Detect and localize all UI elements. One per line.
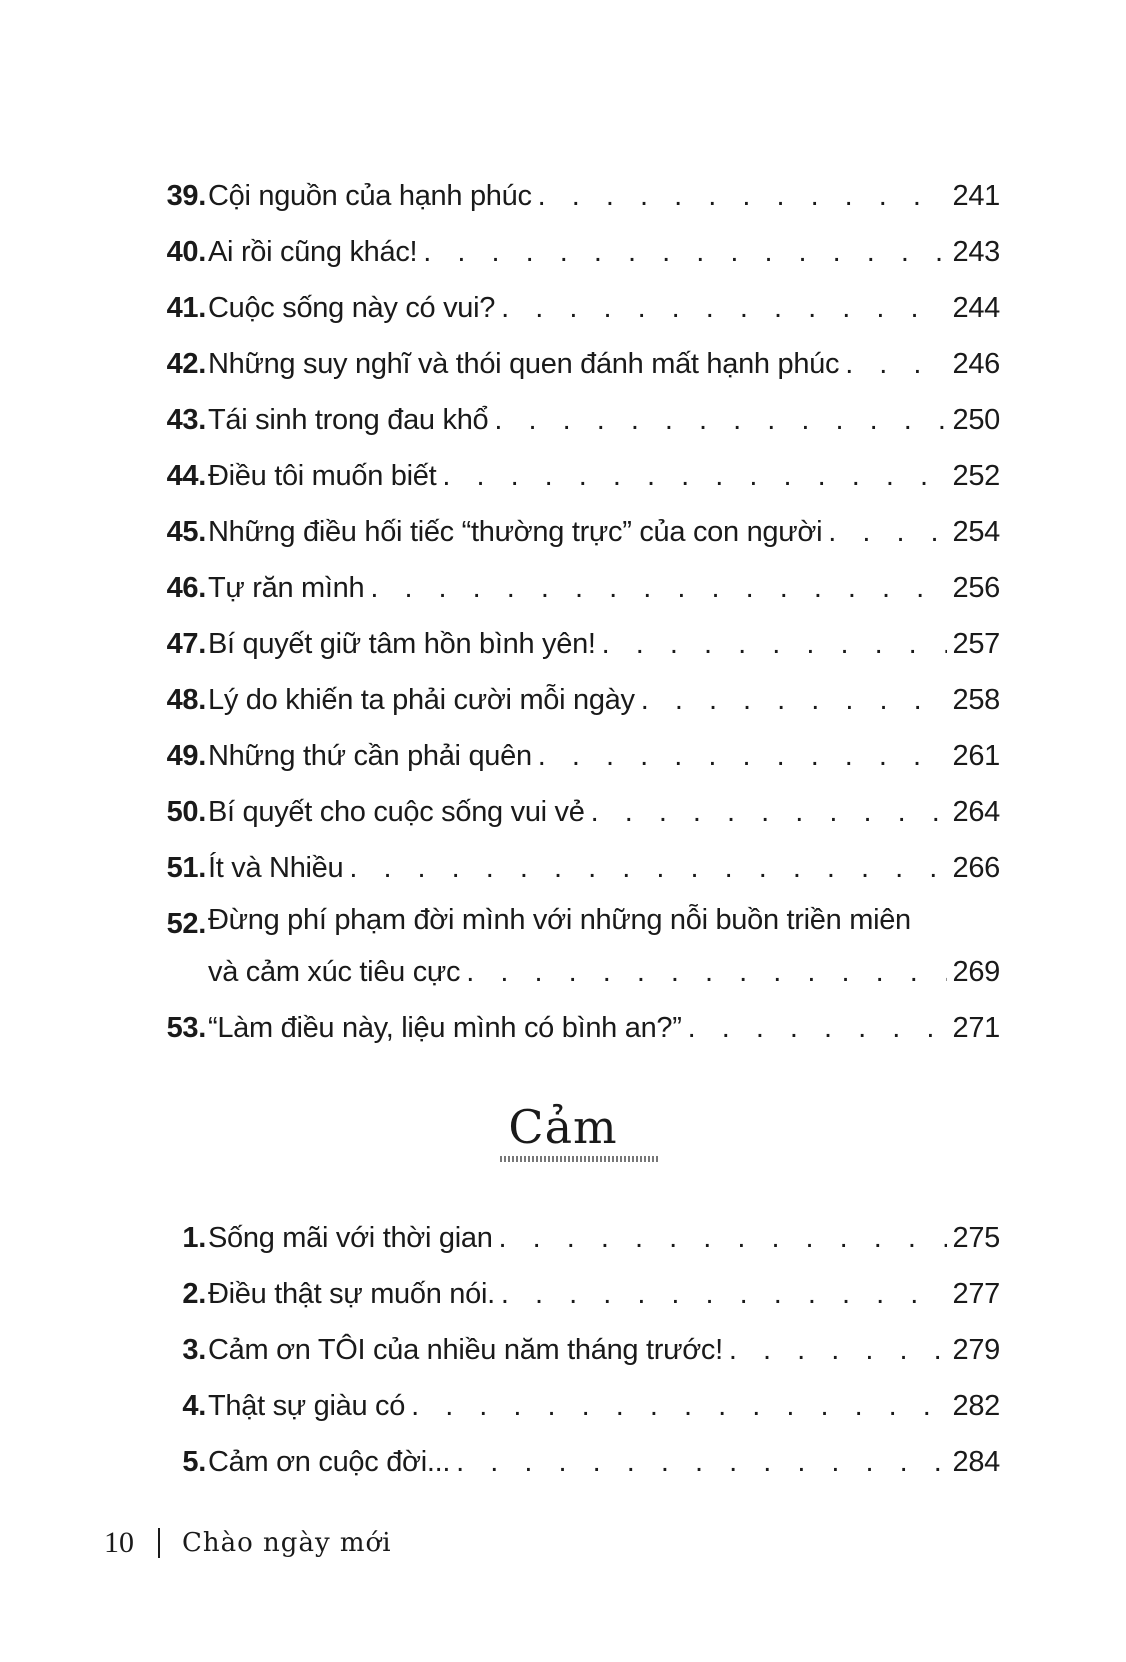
- entry-number: 48.: [166, 684, 206, 716]
- toc-entry[interactable]: [158, 448, 1000, 504]
- toc-list-part1: [158, 168, 1000, 1056]
- toc-list-part2: [158, 1210, 1000, 1490]
- toc-entry[interactable]: [158, 560, 1000, 616]
- entry-page: 279: [952, 1334, 1000, 1366]
- dot-leader: [370, 560, 946, 616]
- toc-entry[interactable]: [158, 896, 1000, 1000]
- toc-entry[interactable]: [158, 1434, 1000, 1490]
- dot-leader: [688, 1000, 947, 1056]
- entry-title: Đừng phí phạm đời mình với những nỗi buồn triền miên: [208, 904, 911, 936]
- toc-entry[interactable]: [158, 784, 1000, 840]
- dot-leader: [641, 672, 947, 728]
- entry-number: 49.: [166, 740, 206, 772]
- dot-leader: [538, 168, 947, 224]
- section-title: Cảm: [508, 1100, 618, 1154]
- entry-title: Sống mãi với thời gian: [208, 1222, 493, 1254]
- footer-book-title: Chào ngày mới: [182, 1528, 392, 1558]
- entry-number: 41.: [166, 292, 206, 324]
- toc-entry[interactable]: [158, 392, 1000, 448]
- entry-number: 1.: [182, 1222, 206, 1254]
- entry-title-continued: và cảm xúc tiêu cực: [208, 956, 461, 988]
- entry-page: 258: [952, 684, 1000, 716]
- toc-entry[interactable]: [158, 616, 1000, 672]
- dot-leader: [602, 616, 947, 672]
- toc-entry[interactable]: [158, 728, 1000, 784]
- entry-page: 264: [952, 796, 1000, 828]
- entry-number: 50.: [166, 796, 206, 828]
- entry-number: 47.: [166, 628, 206, 660]
- toc-entry[interactable]: [158, 1266, 1000, 1322]
- entry-title: Bí quyết giữ tâm hồn bình yên!: [208, 628, 596, 660]
- entry-page: 275: [952, 1222, 1000, 1254]
- entry-page: 256: [952, 572, 1000, 604]
- toc-entry[interactable]: [158, 1378, 1000, 1434]
- entry-page: 271: [952, 1012, 1000, 1044]
- entry-title: Điều thật sự muốn nói.: [208, 1278, 495, 1310]
- entry-number: 40.: [166, 236, 206, 268]
- dot-leader: [501, 1266, 947, 1322]
- toc-entry[interactable]: [158, 224, 1000, 280]
- entry-page: 257: [952, 628, 1000, 660]
- entry-title: Điều tôi muốn biết: [208, 460, 437, 492]
- entry-number: 53.: [166, 1012, 206, 1044]
- dot-leader: [411, 1378, 946, 1434]
- toc-entry[interactable]: [158, 1000, 1000, 1056]
- entry-page: 261: [952, 740, 1000, 772]
- dot-leader: [466, 944, 946, 1000]
- entry-number: 39.: [166, 180, 206, 212]
- dot-leader: [349, 840, 946, 896]
- entry-page: 254: [952, 516, 1000, 548]
- entry-page: 252: [952, 460, 1000, 492]
- entry-title: Lý do khiến ta phải cười mỗi ngày: [208, 684, 635, 716]
- dot-leader: [591, 784, 947, 840]
- entry-page: 250: [952, 404, 1000, 436]
- toc-entry[interactable]: [158, 840, 1000, 896]
- entry-title: Những thứ cần phải quên: [208, 740, 532, 772]
- entry-number: 44.: [166, 460, 206, 492]
- entry-number: 45.: [166, 516, 206, 548]
- entry-title: Những điều hối tiếc “thường trực” của con người: [208, 516, 823, 548]
- entry-page: 269: [952, 956, 1000, 988]
- dot-leader: [538, 728, 947, 784]
- toc-entry[interactable]: [158, 1322, 1000, 1378]
- dot-leader: [499, 1210, 947, 1266]
- entry-page: 282: [952, 1390, 1000, 1422]
- entry-number: 52.: [166, 908, 206, 940]
- entry-page: 243: [952, 236, 1000, 268]
- footer-separator: [158, 1528, 160, 1558]
- footer-page-number: 10: [104, 1526, 134, 1559]
- entry-number: 4.: [182, 1390, 206, 1422]
- toc-entry[interactable]: [158, 504, 1000, 560]
- entry-number: 2.: [182, 1278, 206, 1310]
- entry-title: Cuộc sống này có vui?: [208, 292, 496, 324]
- entry-title: Những suy nghĩ và thói quen đánh mất hạnh phúc: [208, 348, 840, 380]
- entry-number: 5.: [182, 1446, 206, 1478]
- toc-entry[interactable]: [158, 672, 1000, 728]
- dot-leader: [442, 448, 946, 504]
- dot-leader: [423, 224, 946, 280]
- entry-page: 277: [952, 1278, 1000, 1310]
- section-underline-decoration: [500, 1156, 658, 1162]
- section-heading: [0, 1100, 1126, 1154]
- dot-leader: [456, 1434, 946, 1490]
- dot-leader: [845, 336, 946, 392]
- toc-entry[interactable]: [158, 336, 1000, 392]
- entry-number: 42.: [166, 348, 206, 380]
- entry-page: 246: [952, 348, 1000, 380]
- entry-title: Ai rồi cũng khác!: [208, 236, 418, 268]
- entry-title: “Làm điều này, liệu mình có bình an?”: [208, 1012, 682, 1044]
- entry-page: 284: [952, 1446, 1000, 1478]
- dot-leader: [729, 1322, 947, 1378]
- entry-number: 51.: [166, 852, 206, 884]
- entry-title: Cội nguồn của hạnh phúc: [208, 180, 532, 212]
- entry-number: 46.: [166, 572, 206, 604]
- dot-leader: [501, 280, 946, 336]
- entry-page: 241: [952, 180, 1000, 212]
- entry-number: 43.: [166, 404, 206, 436]
- toc-entry[interactable]: [158, 168, 1000, 224]
- dot-leader: [494, 392, 946, 448]
- entry-page: 244: [952, 292, 1000, 324]
- page-footer: [104, 1526, 392, 1560]
- entry-title: Tái sinh trong đau khổ: [208, 404, 489, 436]
- dot-leader: [828, 504, 946, 560]
- entry-title: Cảm ơn TÔI của nhiều năm tháng trước!: [208, 1334, 723, 1366]
- entry-title: Bí quyết cho cuộc sống vui vẻ: [208, 796, 585, 828]
- entry-page: 266: [952, 852, 1000, 884]
- entry-title: Ít và Nhiều: [208, 852, 344, 884]
- toc-entry[interactable]: [158, 280, 1000, 336]
- entry-title: Cảm ơn cuộc đời...: [208, 1446, 451, 1478]
- entry-title: Thật sự giàu có: [208, 1390, 406, 1422]
- entry-number: 3.: [182, 1334, 206, 1366]
- entry-title: Tự răn mình: [208, 572, 365, 604]
- toc-entry[interactable]: [158, 1210, 1000, 1266]
